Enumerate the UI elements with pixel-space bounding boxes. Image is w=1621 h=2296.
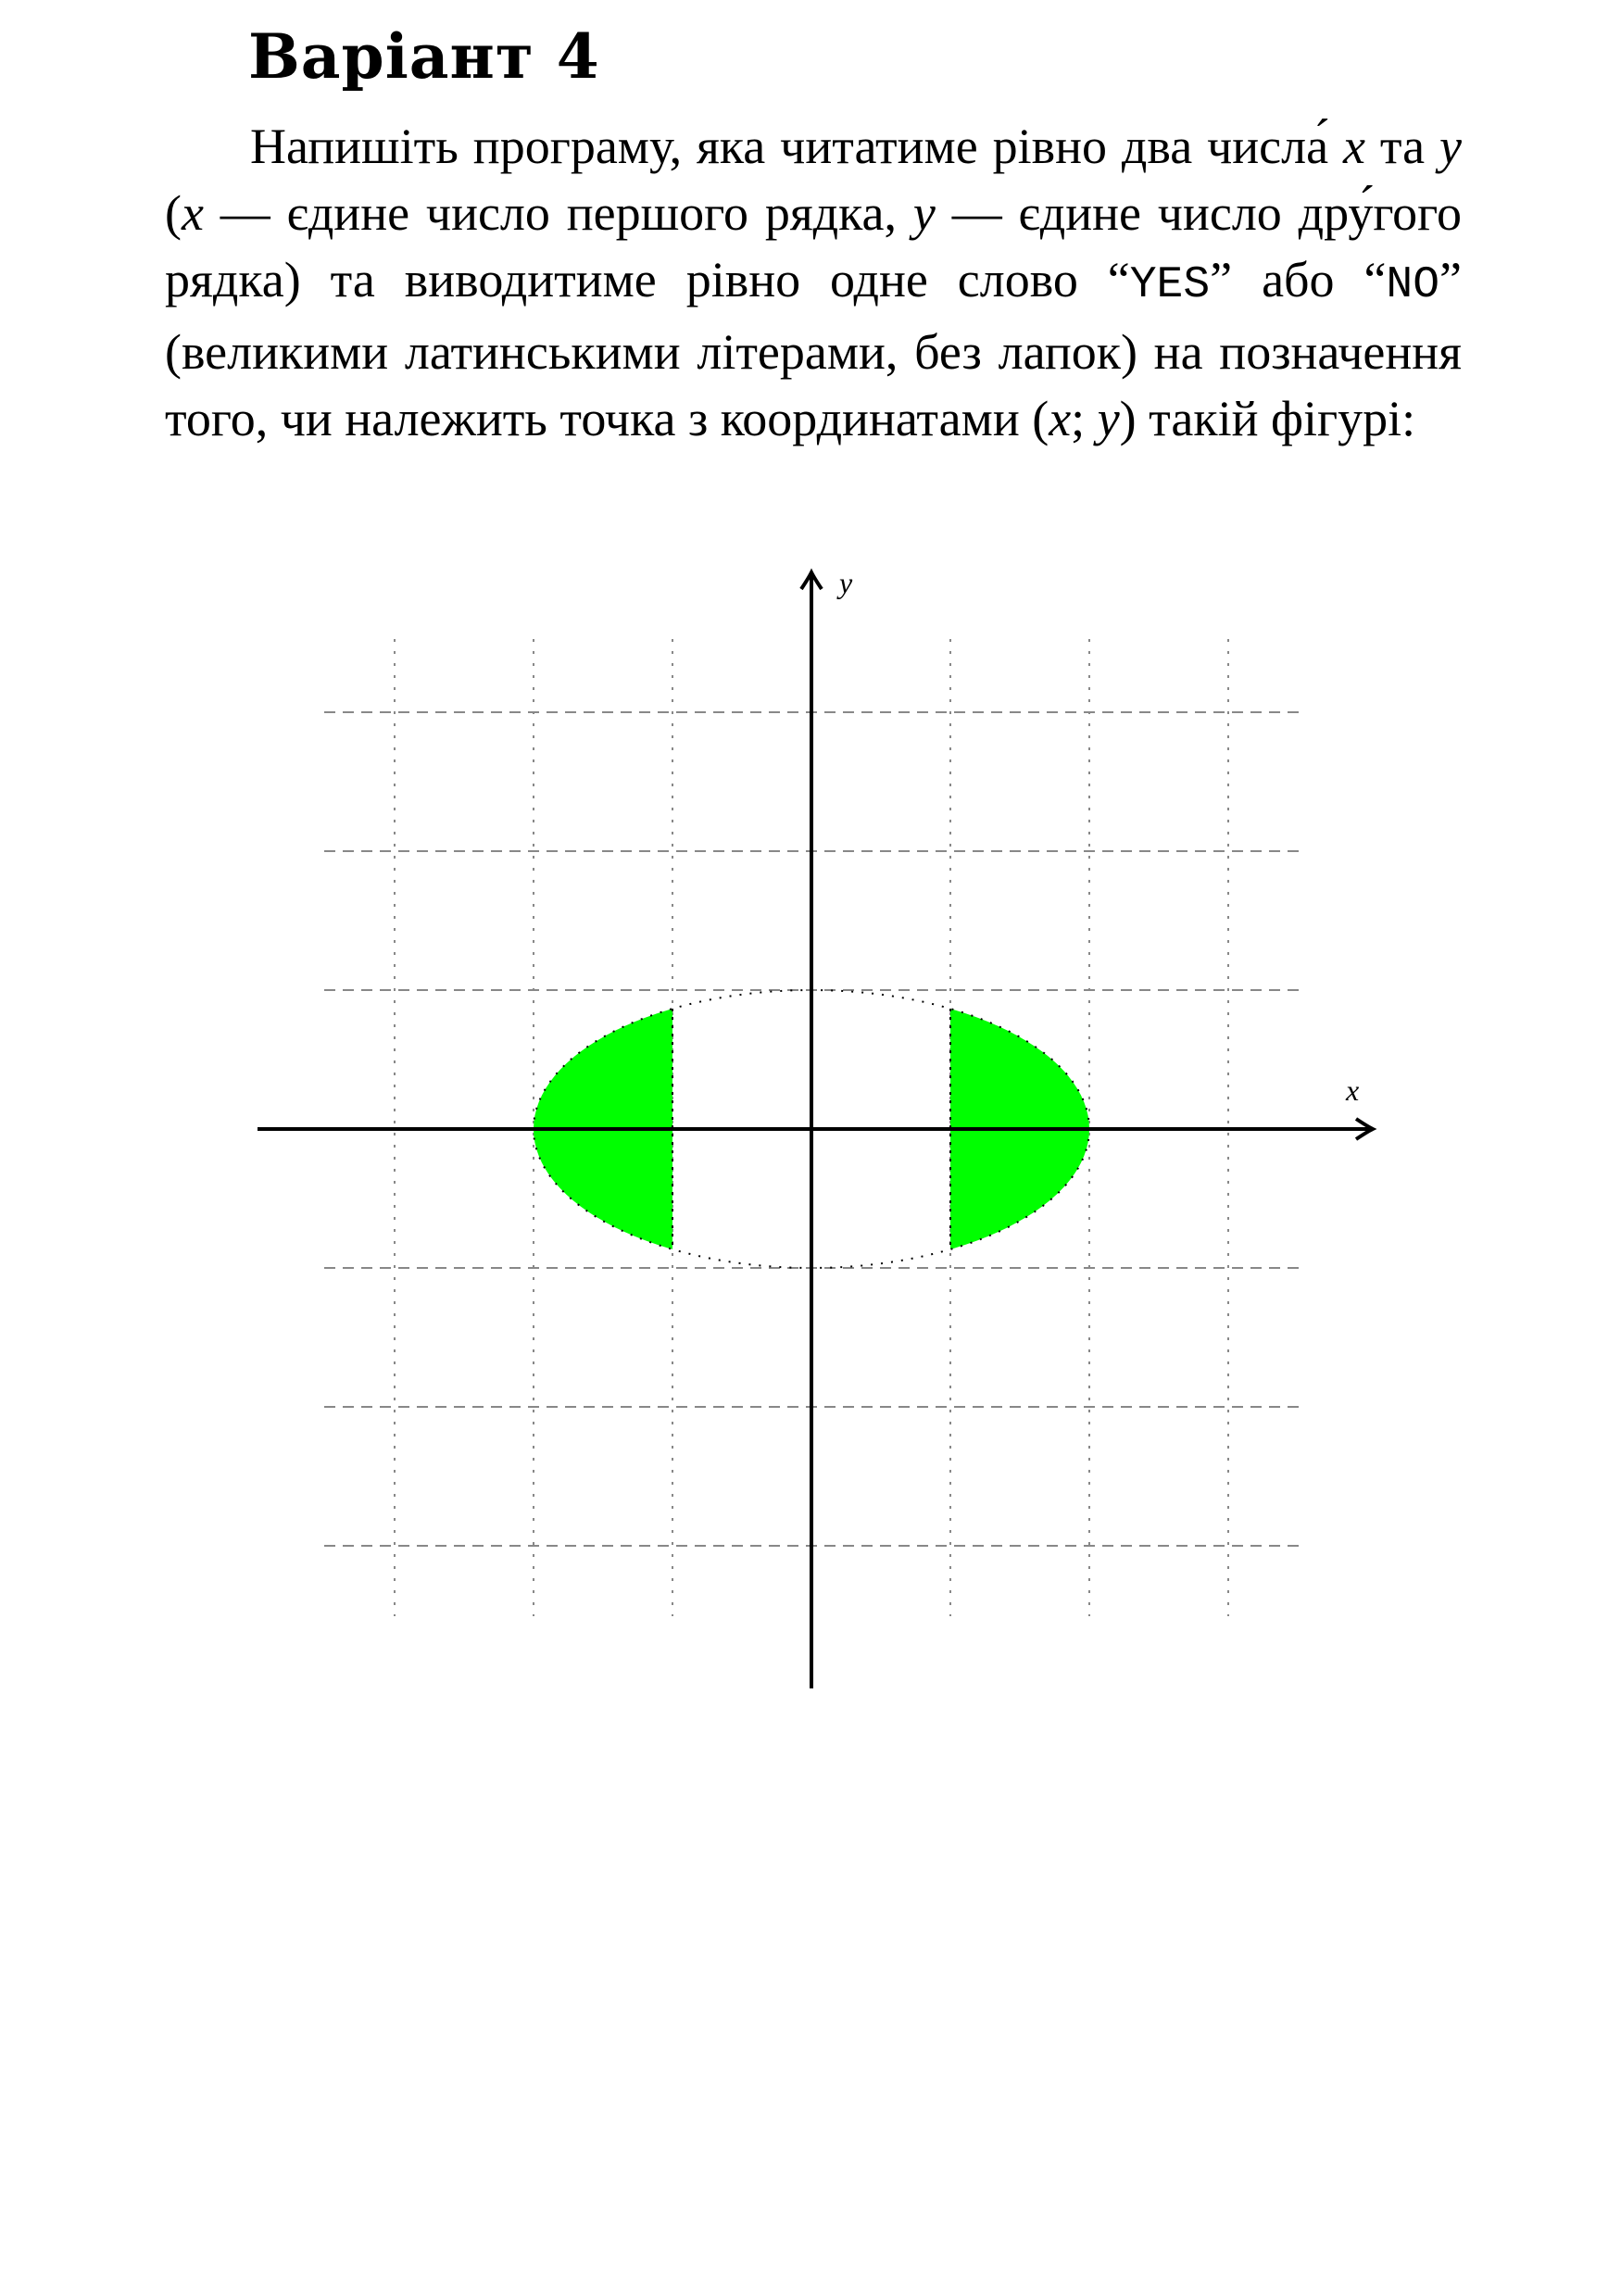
problem-text-3: ( [165,185,182,241]
problem-text-2: та [1364,119,1440,174]
no-keyword: NO [1386,260,1440,310]
var-y: y [1097,391,1120,446]
problem-text-6: ” або “ [1210,252,1387,307]
x-axis-label: x [1346,1073,1360,1107]
problem-text-8: ; [1071,391,1098,446]
problem-text-5: — єдине число дру́гого рядка) та виводитиме рівно одне слово “ [165,185,1462,307]
axes [258,572,1373,1688]
problem-text-9: ) такій фігурі: [1119,391,1416,446]
problem-text-4: — єдине число першого рядка, [203,185,913,241]
var-y: y [912,185,936,241]
var-y: y [1439,119,1462,174]
problem-text-1: Напишіть програму, яка читатиме рівно два числа́ [250,119,1343,174]
var-x: x [1342,119,1365,174]
yes-keyword: YES [1129,260,1211,310]
variant-title: Варіант 4 [248,20,600,93]
var-x: x [181,185,204,241]
problem-text-7: ” (великими латинськими літерами, без лапок) на позначення того, чи належить точка з координатами ( [165,252,1462,446]
y-axis-label: y [839,566,853,599]
var-x: x [1049,391,1072,446]
